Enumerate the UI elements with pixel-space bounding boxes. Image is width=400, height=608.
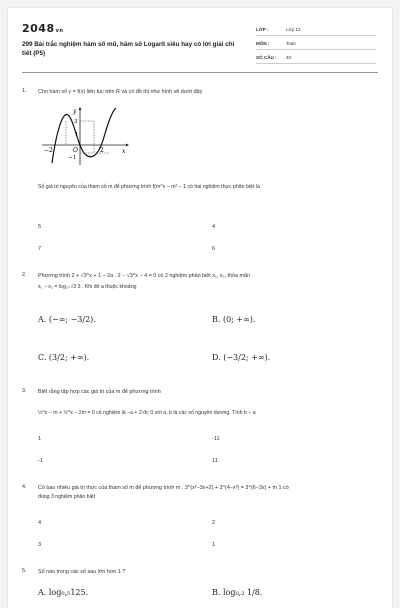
graph-label-neg1: −1 — [68, 155, 77, 161]
q1-answer-a[interactable]: 5 — [38, 224, 42, 230]
q2-answer-b[interactable]: B. (0; +∞). — [212, 315, 256, 324]
q3-answer-b[interactable]: -11 — [212, 436, 220, 442]
question-1: 1. Cho hàm số y = f(x) liên tục trên R và có đồ thị như hình vẽ dưới đây — [22, 88, 203, 95]
question-4-sub: đúng 3 nghiệm phân biệt — [38, 494, 96, 500]
q4-answer-a[interactable]: 4 — [38, 520, 42, 526]
q4-answer-c[interactable]: 3 — [38, 542, 42, 548]
q3-answer-a[interactable]: 1 — [38, 436, 42, 442]
question-5: 5. Số nào trong các số sau lớn hơn 1 ? — [22, 568, 126, 575]
question-1-sub: Số giá trị nguyên của tham số m để phương trình f(m^x − m² − 1 có hai nghiệm thực phân biệt là — [38, 184, 260, 190]
question-2: 2. Phương trình 2 + √3^x + 1 − 2a . 2 − √3^x − 4 = 0 có 2 nghiệm phân biệt x₁, x₂, thỏa mãn — [22, 272, 251, 279]
document-page — [8, 8, 392, 608]
site-logo[interactable]: 2048vn — [22, 22, 64, 35]
graph-label-3: 3 — [74, 119, 78, 125]
q3-answer-c[interactable]: -1 — [38, 458, 43, 464]
graph-label-1: 1 — [75, 132, 79, 138]
meta-row-class: LỚP : Lớp 12 — [256, 24, 376, 36]
function-graph — [38, 105, 130, 167]
meta-box — [256, 24, 376, 66]
question-4: 4. Có bao nhiêu giá trị thực của tham số m để phương trình m . 3^(x²−3x+2) + 3^(4−x²) = 3^(6−3x) + m 1 có — [22, 484, 289, 491]
graph-label-x: x — [122, 148, 126, 155]
header-divider — [22, 72, 378, 73]
q2-answer-c[interactable]: C. (3/2; +∞). — [38, 353, 90, 362]
q3-answer-d[interactable]: 11 — [212, 458, 218, 464]
q4-answer-d[interactable]: 1 — [212, 542, 216, 548]
q2-answer-a[interactable]: A. (−∞; −3/2). — [38, 315, 96, 324]
meta-row-subject: MÔN : Toán — [256, 38, 376, 50]
document-title: 299 Bài trắc nghiệm hàm số mũ, hàm số Logarit siêu hay có lời giải chi tiết (P5) — [22, 41, 235, 58]
graph-label-2: 2 — [100, 147, 104, 154]
q5-answer-a[interactable]: A. log₀,₅125. — [38, 588, 89, 597]
question-3: 3. Biết rằng tập hợp các giá trị của m để phương trình — [22, 388, 161, 395]
q4-answer-b[interactable]: 2 — [212, 520, 216, 526]
q2-answer-d[interactable]: D. (−3/2; +∞). — [212, 353, 271, 362]
question-2-sub: x₁ − x₂ = log₂₊√3 3 . Khi đó a thuộc khoảng — [38, 284, 137, 290]
q1-answer-d[interactable]: 6 — [212, 246, 216, 252]
question-3-sub: ½^x − m + ½^x − 2m = 0 có nghiệm là −a + 2√b; 0 với a, b là các số nguyên dương. Tính b − a — [38, 410, 256, 416]
graph-label-origin: O — [73, 147, 78, 154]
graph-label-neg2: −2 — [44, 147, 53, 154]
q1-answer-c[interactable]: 7 — [38, 246, 42, 252]
q1-answer-b[interactable]: 4 — [212, 224, 216, 230]
graph-label-y: y — [73, 108, 77, 115]
q5-answer-b[interactable]: B. log₀,₂ 1/8. — [212, 588, 263, 597]
meta-row-count: SỐ CÂU : 40 — [256, 52, 376, 64]
